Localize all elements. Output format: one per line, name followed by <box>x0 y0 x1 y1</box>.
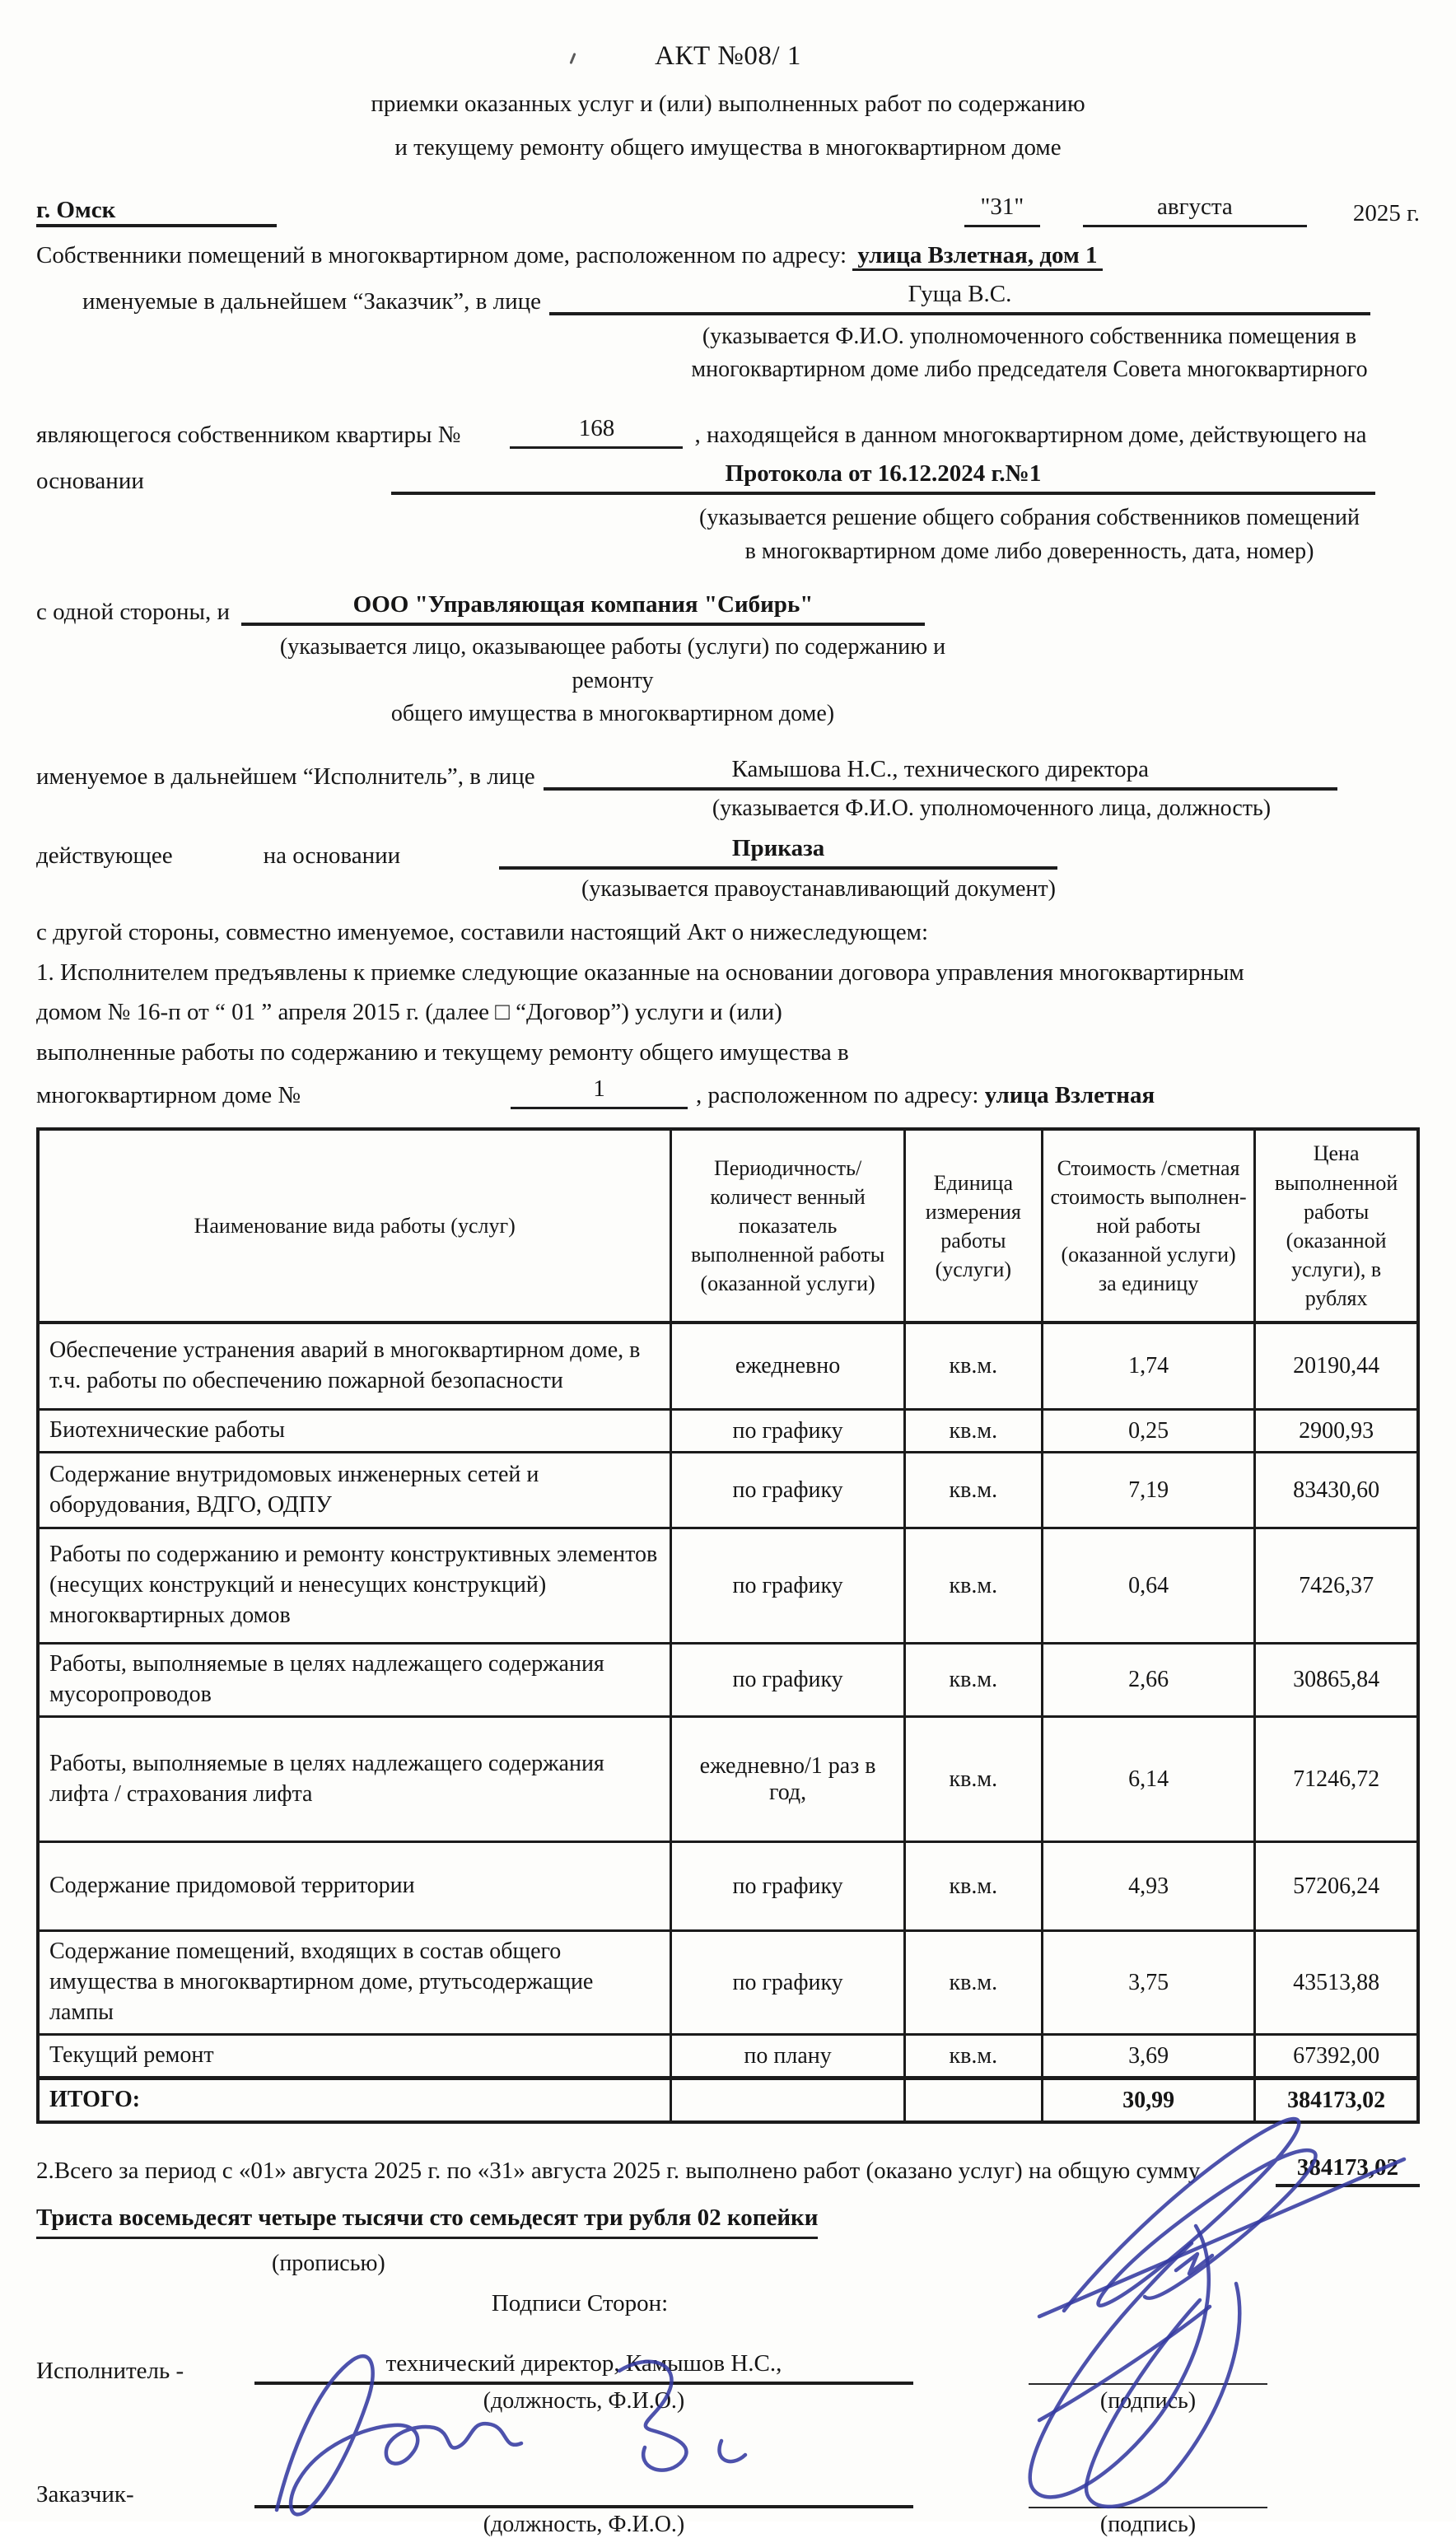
basis-note-line1: (указывается решение общего собрания собственников помещений <box>699 505 1360 531</box>
clause1-line4 <box>36 1075 1420 1109</box>
cell-unit: кв.м. <box>904 1323 1042 1410</box>
acting-label: действующее <box>36 842 173 870</box>
table-row <box>38 1410 1418 1453</box>
apartment-number-field: 168 <box>510 415 683 449</box>
table-row <box>38 1842 1418 1931</box>
cell-unit: кв.м. <box>904 1717 1042 1842</box>
clause1-line3: выполненные работы по содержанию и текущему ремонту общего имущества в <box>36 1038 849 1066</box>
house-number-field: 1 <box>511 1075 688 1109</box>
cell-price: 2900,93 <box>1255 1410 1418 1453</box>
basis-label: основании <box>36 468 144 495</box>
owners-text: Собственники помещений в многоквартирном доме, расположенном по адресу: <box>36 242 853 269</box>
company-row <box>36 591 1420 626</box>
apartment-label: являющегося собственником квартиры № <box>36 422 461 449</box>
cell-price: 67392,00 <box>1255 2035 1418 2078</box>
date-year: 2025 г. <box>1352 200 1420 227</box>
cell-period: ежедневно/1 раз в год, <box>671 1717 904 1842</box>
signatures-title: Подписи Сторон: <box>491 2289 669 2316</box>
executor-name-field: Камышова Н.С., технического директора <box>544 756 1337 791</box>
basis-note-line2: в многоквартирном доме либо доверенность, дата, номер) <box>744 538 1314 564</box>
col-header-price: Цена выполненной работы (оказанной услуги), в рублях <box>1255 1129 1418 1323</box>
company-note <box>242 631 983 731</box>
customer-name-field: Гуща В.С. <box>549 281 1370 315</box>
apartment-row <box>36 415 1420 449</box>
cell-period: по графику <box>671 1931 904 2035</box>
cell-price: 20190,44 <box>1255 1323 1418 1410</box>
amount-words-line <box>36 2200 1420 2239</box>
customer-signature-row <box>36 2474 1420 2508</box>
cell-period: по графику <box>671 1528 904 1644</box>
table-row <box>38 1931 1418 2035</box>
customer-sign-line <box>1029 2498 1267 2508</box>
document-subtitle-line2: и текущему ремонту общего имущества в многоквартирном доме <box>394 134 1062 161</box>
cell-rate: 7,19 <box>1042 1453 1254 1528</box>
owners-address: улица Взлетная, дом 1 <box>852 242 1102 271</box>
table-row <box>38 1453 1418 1528</box>
basis-value-field: Протокола от 16.12.2024 г.№1 <box>391 460 1375 495</box>
document-subtitle-line1: приемки оказанных услуг и (или) выполненных работ по содержанию <box>371 91 1085 117</box>
position-note: (должность, Ф.И.О.) <box>483 2387 685 2414</box>
cell-unit: кв.м. <box>904 1410 1042 1453</box>
cell-rate: 3,69 <box>1042 2035 1254 2078</box>
acting-row <box>36 835 1420 870</box>
clause1-line2: домом № 16-п от “ 01 ” апреля 2015 г. (далее □ “Договор”) услуги и (или) <box>36 999 782 1026</box>
cell-name: Содержание придомовой территории <box>38 1842 671 1931</box>
date-group <box>964 194 1420 227</box>
table-row <box>38 1717 1418 1842</box>
cell-period: по графику <box>671 1644 904 1717</box>
cell-name: Биотехнические работы <box>38 1410 671 1453</box>
cell-rate: 0,25 <box>1042 1410 1254 1453</box>
customer-row <box>36 281 1420 315</box>
company-note-line2: общего имущества в многоквартирном доме) <box>390 701 835 727</box>
services-table <box>36 1127 1420 2124</box>
cell-price: 7426,37 <box>1255 1528 1418 1644</box>
executor-sig-label: Исполнитель - <box>36 2357 184 2384</box>
cell-empty <box>671 2078 904 2122</box>
preamble-line: с другой стороны, совместно именуемое, составили настоящий Акт о нижеследующем: <box>36 919 929 946</box>
basis-note <box>659 502 1400 568</box>
executor-sig-field: технический директор, Камышов Н.С., <box>254 2350 913 2385</box>
owners-line <box>36 239 1420 273</box>
apartment-tail: , находящейся в данном многоквартирном доме, действующего на <box>694 422 1367 449</box>
customer-label: именуемые в дальнейшем “Заказчик”, в лице <box>82 287 542 315</box>
company-intro: с одной стороны, и <box>36 599 231 626</box>
total-rate: 30,99 <box>1042 2078 1254 2122</box>
table-total-row <box>38 2078 1418 2122</box>
cell-price: 57206,24 <box>1255 1842 1418 1931</box>
cell-price: 30865,84 <box>1255 1644 1418 1717</box>
cell-empty <box>904 2078 1042 2122</box>
executor-note: (указывается Ф.И.О. уполномоченного лица, должность) <box>712 795 1272 822</box>
acting-basis-label: на основании <box>263 842 401 870</box>
cell-period: по графику <box>671 1410 904 1453</box>
cell-rate: 2,66 <box>1042 1644 1254 1717</box>
clause1-line1: 1. Исполнителем предъявлены к приемке следующие оказанные на основании договора управления многоквартирным <box>36 959 1244 986</box>
basis-row <box>36 460 1420 495</box>
cell-rate: 3,75 <box>1042 1931 1254 2035</box>
col-header-name: Наименование вида работы (услуг) <box>38 1129 671 1323</box>
col-header-period: Периодичность/количест венный показатель выполненной работы (оказанной услуги) <box>671 1129 904 1323</box>
table-row <box>38 1323 1418 1410</box>
position-note: (должность, Ф.И.О.) <box>483 2511 685 2537</box>
document-title: АКТ №08/ 1 <box>655 41 801 71</box>
cell-rate: 1,74 <box>1042 1323 1254 1410</box>
street-name: улица Взлетная <box>984 1082 1155 1109</box>
summary-amount: 384173,02 <box>1276 2152 1420 2187</box>
spacer <box>36 2512 254 2538</box>
summary-text: 2.Всего за период с «01» августа 2025 г. по «31» августа 2025 г. выполнено работ (оказано услуг) на общую сумму <box>36 2158 1201 2185</box>
amount-words: Триста восемьдесят четыре тысячи сто семьдесят три рубля 02 копейки <box>36 2200 818 2239</box>
customer-note-line1: (указывается Ф.И.О. уполномоченного собственника помещения в <box>702 323 1357 349</box>
customer-note <box>659 320 1400 387</box>
cell-unit: кв.м. <box>904 1842 1042 1931</box>
executor-label: именуемое в дальнейшем “Исполнитель”, в лице <box>36 763 535 791</box>
table-header-row <box>38 1129 1418 1323</box>
cell-price: 71246,72 <box>1255 1717 1418 1842</box>
customer-sig-label: Заказчик- <box>36 2480 134 2508</box>
executor-sig-notes <box>36 2388 1420 2414</box>
table-row <box>38 1528 1418 1644</box>
city-label: г. Омск <box>36 197 277 227</box>
acting-basis-field: Приказа <box>499 835 1057 870</box>
cell-name: Работы, выполняемые в целях надлежащего содержания лифта / страхования лифта <box>38 1717 671 1842</box>
cell-rate: 6,14 <box>1042 1717 1254 1842</box>
customer-sig-field <box>254 2474 913 2508</box>
cell-name: Содержание помещений, входящих в состав общего имущества в многоквартирном доме, ртутьсодержащие лампы <box>38 1931 671 2035</box>
col-header-rate: Стоимость /сметная стоимость выполнен-ной работы (оказанной услуги) за единицу <box>1042 1129 1254 1323</box>
cell-name: Работы, выполняемые в целях надлежащего содержания мусоропроводов <box>38 1644 671 1717</box>
col-header-unit: Единица измерения работы (услуги) <box>904 1129 1042 1323</box>
sign-note: (подпись) <box>1099 2511 1197 2537</box>
cell-name: Работы по содержанию и ремонту конструктивных элементов (несущих конструкций и ненесущих конструкций) многоквартирных домов <box>38 1528 671 1644</box>
customer-note-line2: многоквартирном доме либо председателя Совета многоквартирного <box>691 357 1368 383</box>
cell-rate: 0,64 <box>1042 1528 1254 1644</box>
words-note: (прописью) <box>272 2250 385 2276</box>
cell-price: 83430,60 <box>1255 1453 1418 1528</box>
date-day: "31" <box>964 194 1040 227</box>
summary-row <box>36 2152 1420 2187</box>
house-tail: , расположенном по адресу: <box>696 1082 985 1109</box>
customer-sig-notes <box>36 2512 1420 2538</box>
total-label: ИТОГО: <box>38 2078 671 2122</box>
company-name-field: ООО "Управляющая компания "Сибирь" <box>241 591 925 626</box>
cell-period: по графику <box>671 1842 904 1931</box>
cell-name: Содержание внутридомовых инженерных сетей и оборудования, ВДГО, ОДПУ <box>38 1453 671 1528</box>
acting-basis-note: (указывается правоустанавливающий документ) <box>581 876 1056 903</box>
city-date-row <box>36 194 1420 227</box>
total-price: 384173,02 <box>1255 2078 1418 2122</box>
table-row <box>38 1644 1418 1717</box>
executor-row <box>36 756 1420 791</box>
cell-unit: кв.м. <box>904 1644 1042 1717</box>
cell-name: Обеспечение устранения аварий в многоквартирном доме, в т.ч. работы по обеспечению пожарной безопасности <box>38 1323 671 1410</box>
cell-unit: кв.м. <box>904 1453 1042 1528</box>
spacer <box>36 2388 254 2414</box>
executor-signature-row <box>36 2350 1420 2385</box>
table-row <box>38 2035 1418 2078</box>
cell-unit: кв.м. <box>904 1931 1042 2035</box>
sign-note: (подпись) <box>1099 2387 1197 2414</box>
cell-name: Текущий ремонт <box>38 2035 671 2078</box>
cell-period: ежедневно <box>671 1323 904 1410</box>
cell-unit: кв.м. <box>904 2035 1042 2078</box>
company-note-line1: (указывается лицо, оказывающее работы (услуги) по содержанию и ремонту <box>279 634 946 693</box>
cell-period: по графику <box>671 1453 904 1528</box>
cell-price: 43513,88 <box>1255 1931 1418 2035</box>
cell-period: по плану <box>671 2035 904 2078</box>
cell-unit: кв.м. <box>904 1528 1042 1644</box>
house-label: многоквартирном доме № <box>36 1082 301 1109</box>
date-month: августа <box>1083 194 1307 227</box>
cell-rate: 4,93 <box>1042 1842 1254 1931</box>
executor-sign-line <box>1029 2375 1267 2385</box>
